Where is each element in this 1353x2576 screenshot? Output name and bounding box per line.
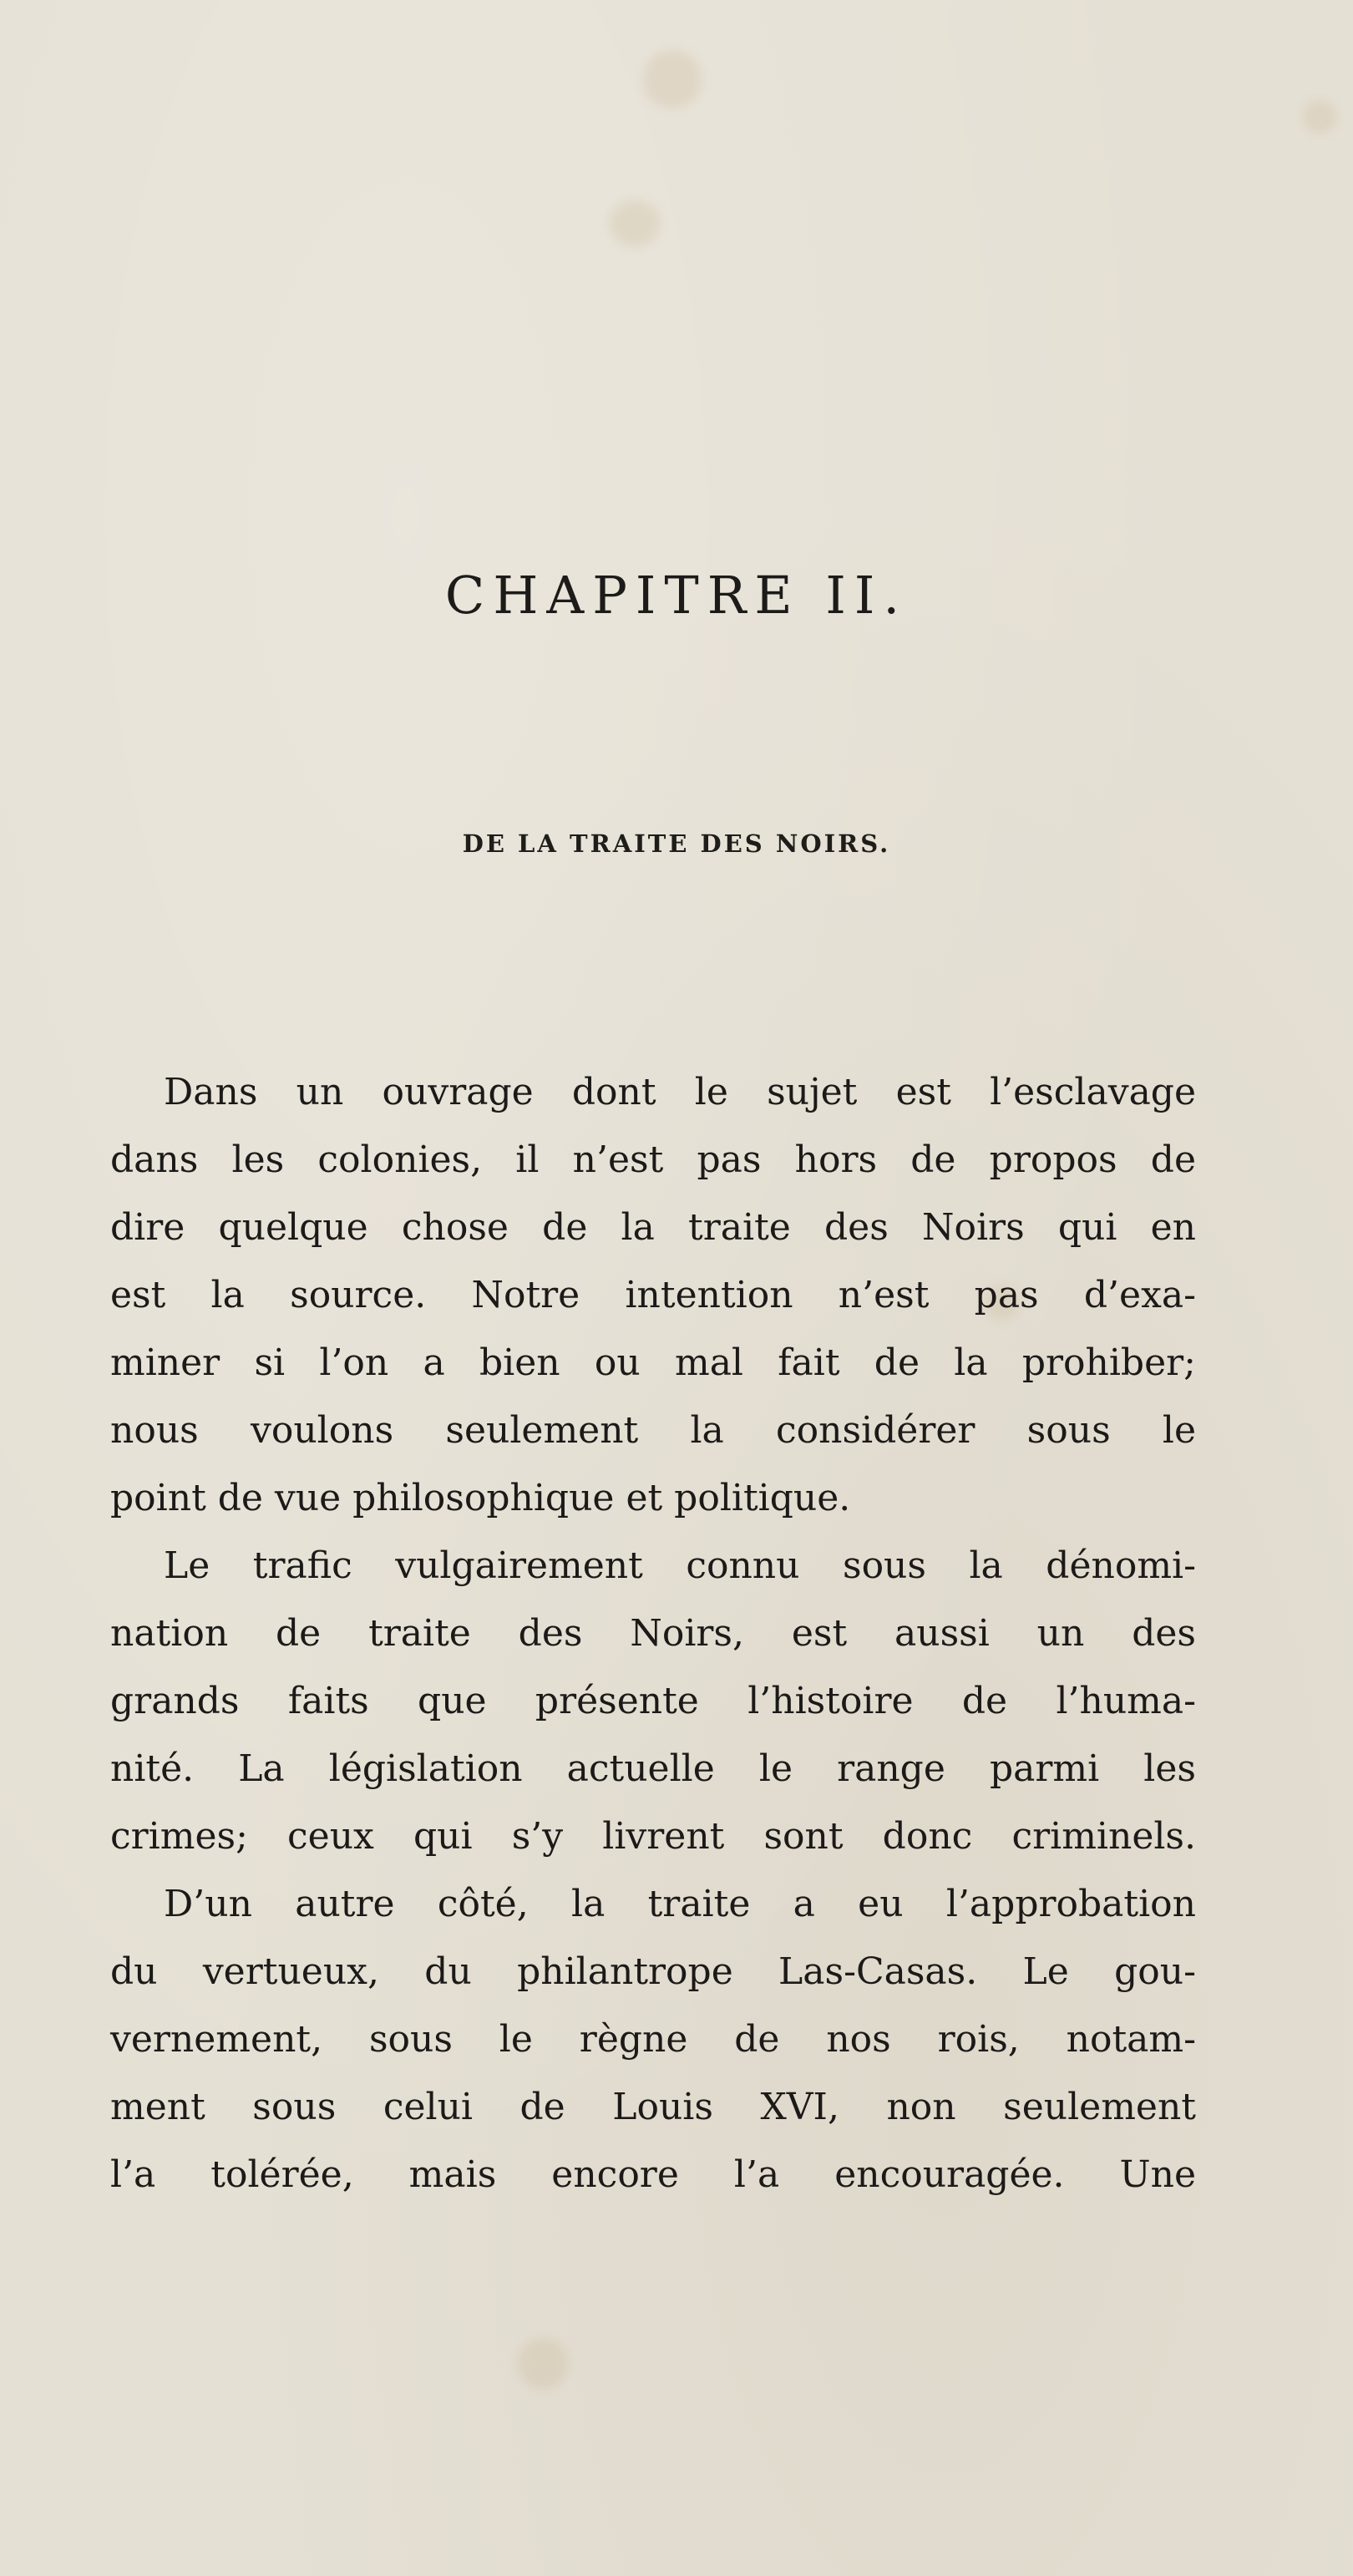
text-line: miner si l’on a bien ou mal fait de la prohiber; <box>110 1341 1196 1384</box>
text-line: crimes; ceux qui s’y livrent sont donc criminels. <box>110 1815 1196 1858</box>
text-line: l’a tolérée, mais encore l’a encouragée. Une <box>110 2153 1196 2196</box>
paper-stain <box>1303 100 1336 134</box>
text-line: du vertueux, du philantrope Las-Casas. Le gou- <box>110 1950 1196 1993</box>
text-line: nous voulons seulement la considérer sous le <box>110 1409 1196 1452</box>
paragraph-3 <box>110 1870 1196 2208</box>
text-line: dire quelque chose de la traite des Noirs qui en <box>110 1206 1196 1249</box>
chapter-subtitle: DE LA TRAITE DES NOIRS. <box>462 829 891 858</box>
text-line: ment sous celui de Louis XVI, non seulement <box>110 2086 1196 2128</box>
paper-stain <box>610 200 660 246</box>
text-line: vernement, sous le règne de nos rois, notam- <box>110 2018 1196 2061</box>
text-line: point de vue philosophique et politique. <box>110 1477 851 1519</box>
text-line: grands faits que présente l’histoire de l’huma- <box>110 1680 1196 1722</box>
text-line: nité. La législation actuelle le range parmi les <box>110 1747 1196 1790</box>
paragraph-1 <box>110 1058 1196 1532</box>
text-line: nation de traite des Noirs, est aussi un des <box>110 1612 1196 1655</box>
paper-stain <box>518 2339 568 2389</box>
text-line: Dans un ouvrage dont le sujet est l’esclavage <box>164 1071 1196 1113</box>
chapter-title: CHAPITRE II. <box>444 565 909 626</box>
body-text <box>110 1058 1196 2208</box>
paragraph-2 <box>110 1532 1196 1870</box>
paper-stain <box>643 50 702 109</box>
text-line: Le trafic vulgairement connu sous la dénomi- <box>164 1544 1196 1587</box>
text-line: D’un autre côté, la traite a eu l’approbation <box>164 1883 1196 1925</box>
text-line: est la source. Notre intention n’est pas d’exa- <box>110 1274 1196 1316</box>
text-line: dans les colonies, il n’est pas hors de propos de <box>110 1138 1196 1181</box>
